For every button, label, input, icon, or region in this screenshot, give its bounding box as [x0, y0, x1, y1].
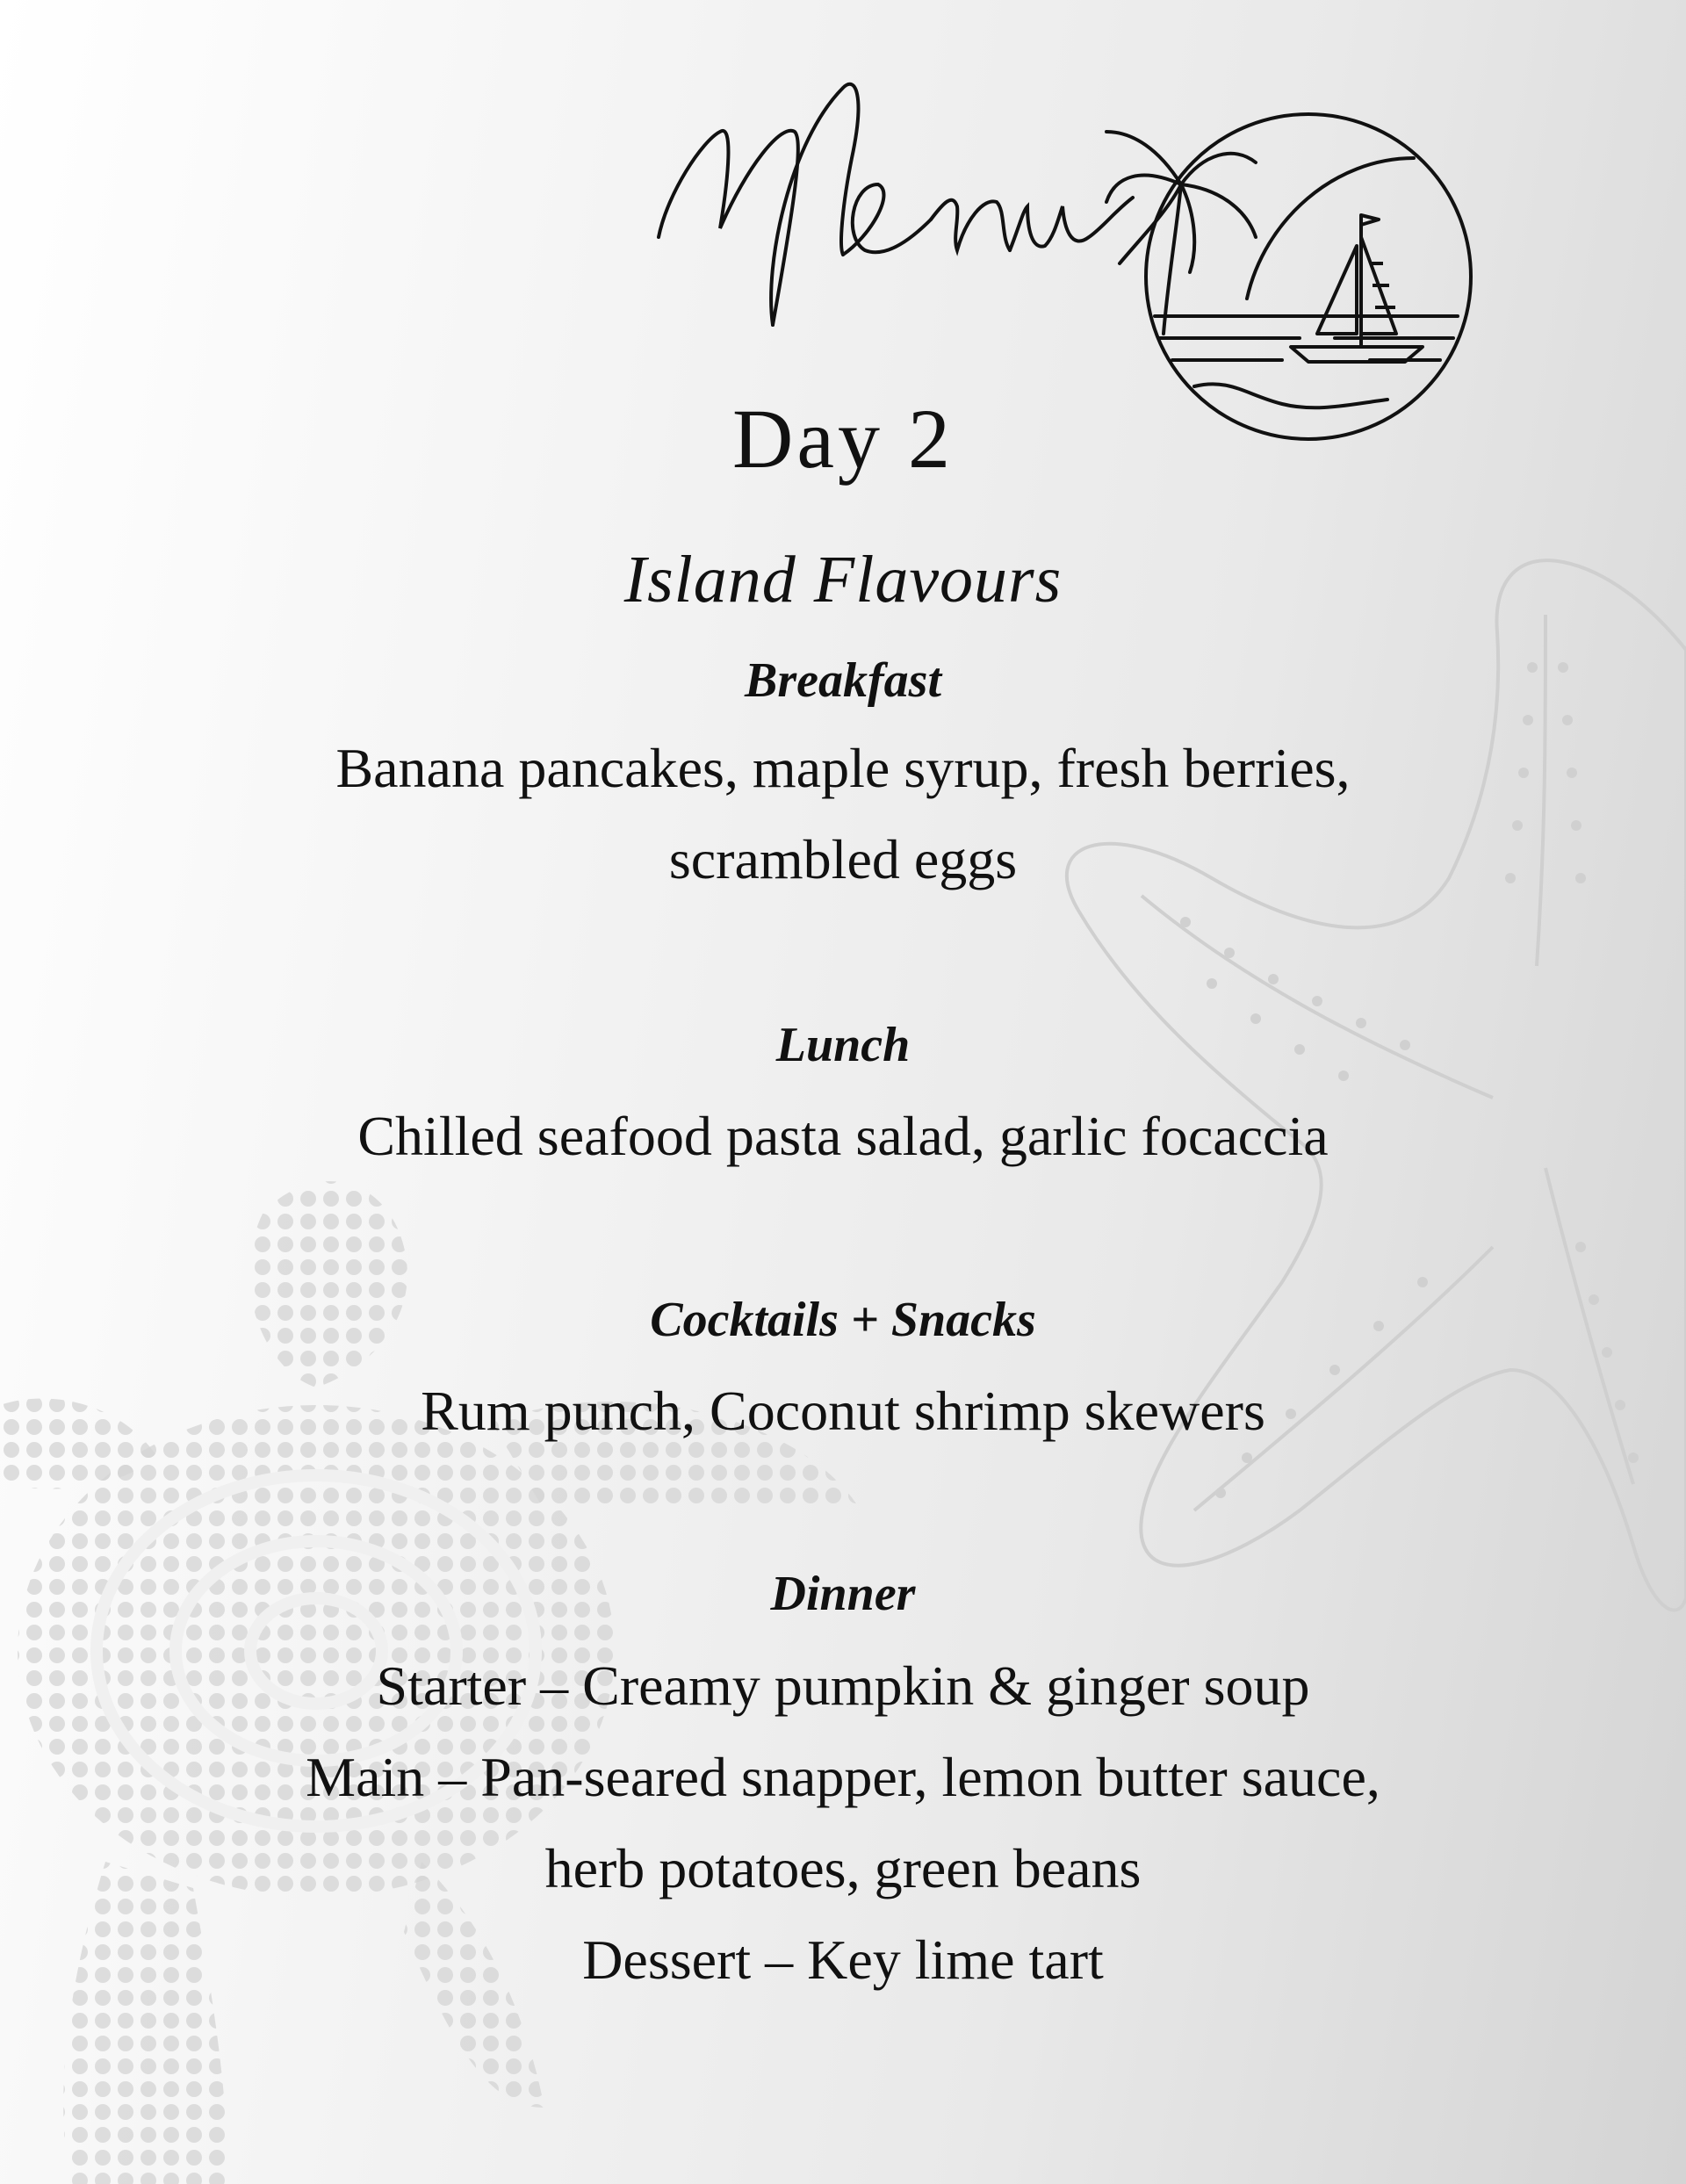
menu-item: Dessert – Key lime tart — [582, 1928, 1104, 1991]
palm-tree-icon — [1106, 132, 1256, 334]
day-title: Day 2 — [732, 392, 954, 486]
menu-item: Banana pancakes, maple syrup, fresh berries, — [335, 737, 1351, 799]
section-heading-dinner: Dinner — [770, 1567, 916, 1621]
section-items-cocktails-snacks — [0, 1366, 1686, 1457]
menu-item: Chilled seafood pasta salad, garlic focaccia — [357, 1105, 1329, 1167]
menu-item: Main – Pan-seared snapper, lemon butter sauce, — [306, 1746, 1380, 1808]
theme-subtitle: Island Flavours — [623, 543, 1063, 616]
menu-title — [641, 61, 1115, 351]
section-heading-cocktails-snacks: Cocktails + Snacks — [650, 1293, 1036, 1347]
section-items-breakfast — [0, 723, 1686, 905]
section-items-dinner — [0, 1640, 1686, 2006]
menu-item: Rum punch, Coconut shrimp skewers — [421, 1380, 1265, 1442]
section-heading-lunch: Lunch — [775, 1018, 911, 1072]
section-items-lunch — [0, 1091, 1686, 1182]
menu-item: scrambled eggs — [668, 828, 1018, 890]
menu-item: herb potatoes, green beans — [544, 1837, 1142, 1899]
menu-item: Starter – Creamy pumpkin & ginger soup — [376, 1654, 1310, 1717]
section-heading-breakfast: Breakfast — [745, 653, 941, 708]
